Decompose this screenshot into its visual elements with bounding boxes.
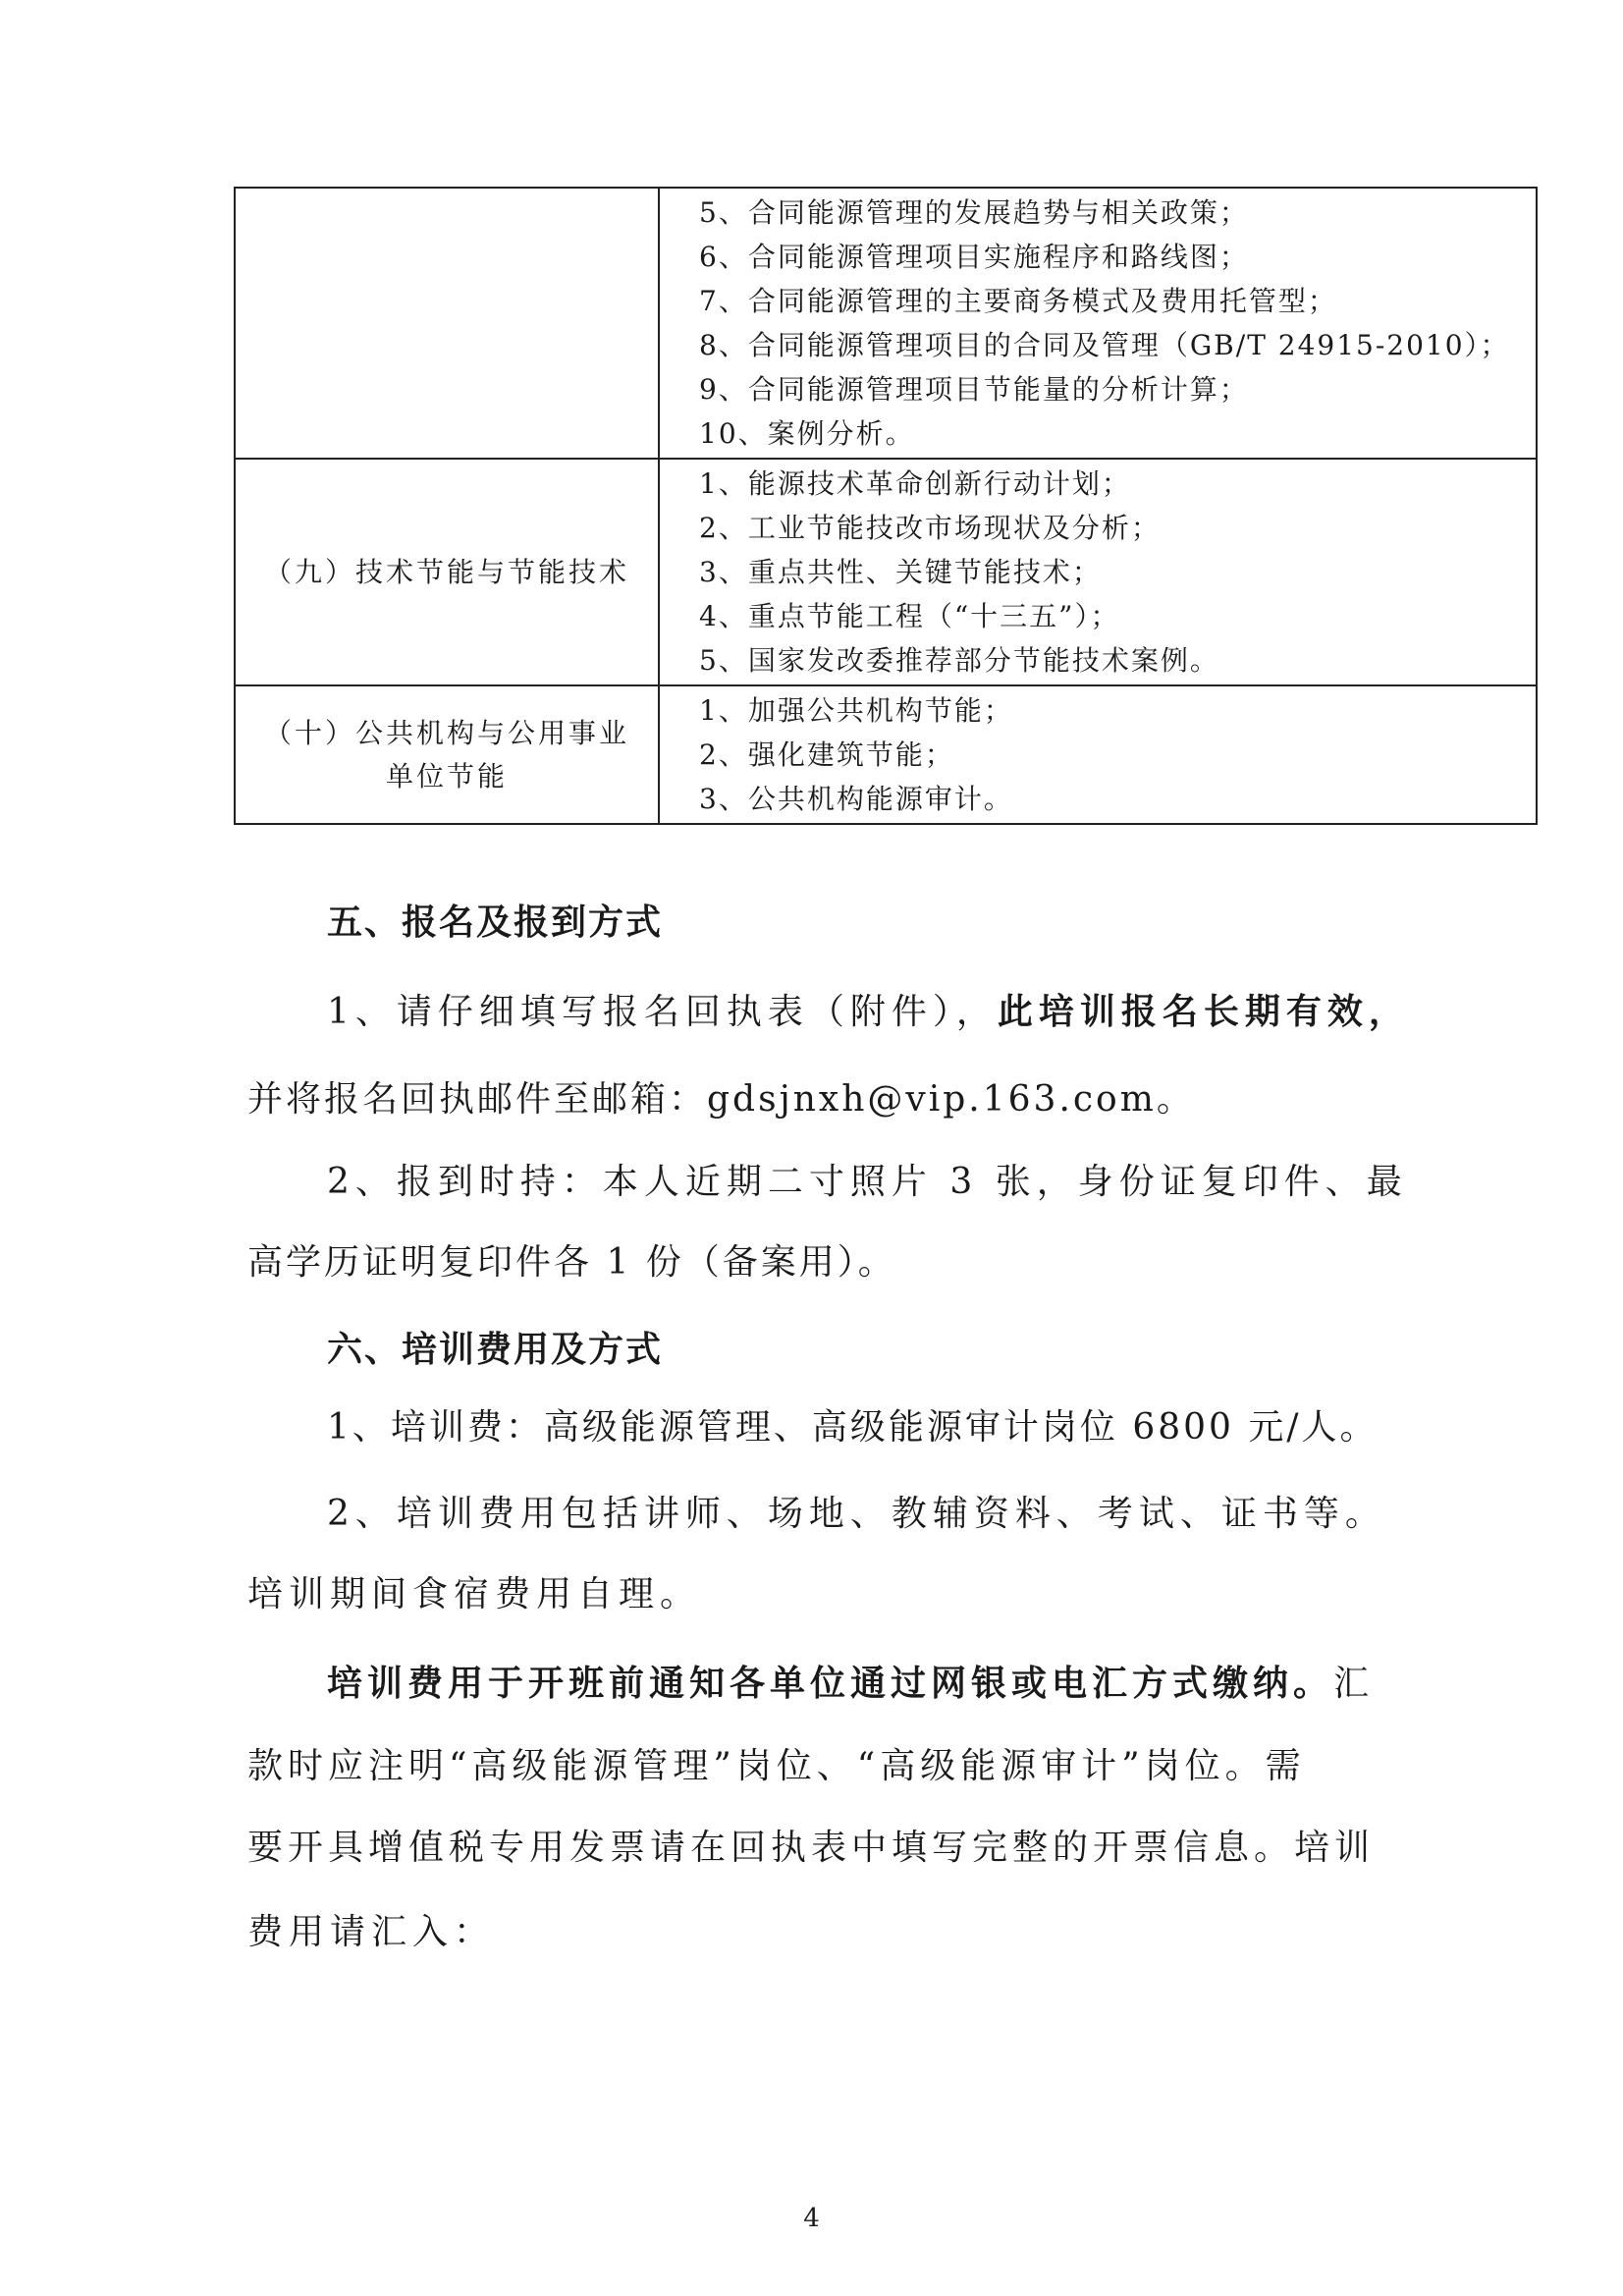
table-row: [235, 188, 1537, 459]
list-item: 1、能源技术革命创新行动计划；: [699, 467, 1131, 500]
section-heading-fees: 六、培训费用及方式: [327, 1329, 664, 1370]
list-item: 7、合同能源管理的主要商务模式及费用托管型；: [699, 285, 1337, 317]
section-heading-registration: 五、报名及报到方式: [327, 902, 664, 943]
list-item: 3、重点共性、关键节能技术；: [699, 556, 1102, 588]
list-item: 10、案例分析。: [699, 417, 915, 450]
paragraph-line: 并将报名回执邮件至邮箱：gdsjnxh@vip.163.com。: [247, 1079, 1195, 1120]
list-item: 2、强化建筑节能；: [699, 738, 954, 771]
table-row: [235, 685, 1537, 824]
emphasis-text: 此培训报名长期有效，: [997, 991, 1410, 1032]
list-item: 9、合同能源管理项目节能量的分析计算；: [699, 373, 1249, 406]
table-cell-topic: [235, 188, 659, 459]
paragraph-line: 2、培训费用包括讲师、场地、教辅资料、考试、证书等。: [327, 1494, 1386, 1534]
paragraph-line: [327, 988, 1410, 1036]
list-item: 1、加强公共机构节能；: [699, 694, 1013, 727]
list-item: 2、工业节能技改市场现状及分析；: [699, 512, 1161, 544]
list-item: 3、公共机构能源审计。: [699, 783, 1013, 815]
paragraph-text: 汇: [1333, 1664, 1375, 1704]
list-item: 4、重点节能工程（“十三五”）；: [699, 600, 1120, 632]
paragraph-line: 1、培训费：高级能源管理、高级能源审计岗位 6800 元/人。: [327, 1407, 1379, 1448]
table-cell-items: [659, 188, 1537, 459]
list-item: 5、国家发改委推荐部分节能技术案例。: [699, 644, 1219, 677]
topic-label-line: 单位节能: [385, 759, 508, 793]
paragraph-text: 1、请仔细填写报名回执表（附件），: [327, 992, 998, 1032]
table-row: [235, 459, 1537, 685]
paragraph-line: 高学历证明复印件各 1 份（备案用）。: [247, 1242, 896, 1283]
paragraph-line: 款时应注明“高级能源管理”岗位、“高级能源审计”岗位。需: [247, 1746, 1306, 1786]
topic-label: （九）技术节能与节能技术: [263, 555, 629, 588]
table-cell-topic: [235, 685, 659, 824]
paragraph-line: 2、报到时持：本人近期二寸照片 3 张，身份证复印件、最: [327, 1162, 1408, 1202]
topic-label-line: （十）公共机构与公用事业: [263, 716, 629, 749]
list-item: 6、合同能源管理项目实施程序和路线图；: [699, 241, 1249, 273]
paragraph-line: 要开具增值税专用发票请在回执表中填写完整的开票信息。培训: [247, 1828, 1376, 1868]
course-content-table: [234, 187, 1538, 825]
paragraph-line: 费用请汇入：: [247, 1912, 496, 1952]
emphasis-text: 培训费用于开班前通知各单位通过网银或电汇方式缴纳。: [327, 1663, 1334, 1704]
table-cell-topic: [235, 459, 659, 685]
table-cell-items: [659, 459, 1537, 685]
page-number: 4: [803, 2204, 820, 2233]
table-cell-items: [659, 685, 1537, 824]
paragraph-line: [327, 1660, 1374, 1708]
list-item: 5、合同能源管理的发展趋势与相关政策；: [699, 196, 1249, 229]
list-item: 8、合同能源管理项目的合同及管理（GB/T 24915-2010）；: [699, 329, 1510, 361]
paragraph-line: 培训期间食宿费用自理。: [247, 1574, 702, 1614]
